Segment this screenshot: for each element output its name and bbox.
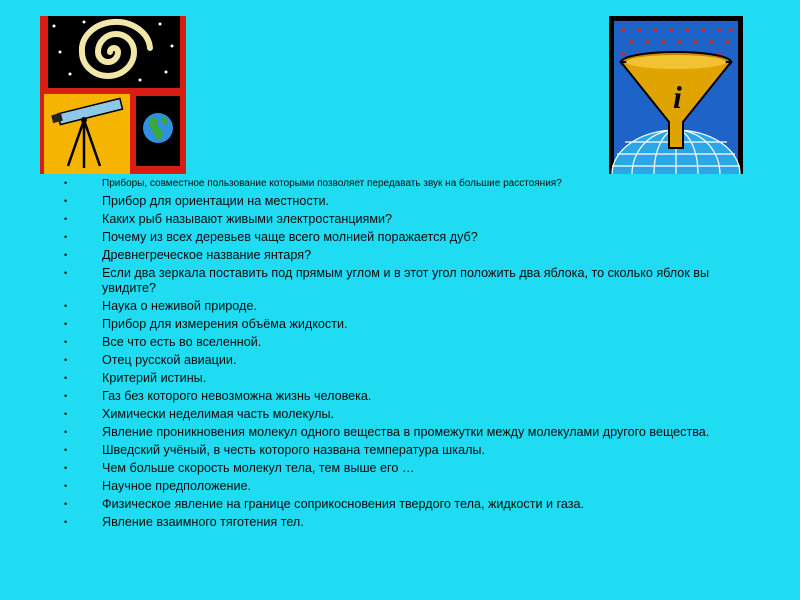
list-item: • Прибор для измерения объёма жидкости.	[64, 317, 348, 332]
bullet-icon: •	[64, 337, 68, 348]
bullet-icon: •	[64, 301, 68, 312]
globe-icon	[143, 113, 173, 143]
bullet-icon: •	[64, 445, 68, 456]
bullet-icon: •	[64, 178, 68, 188]
list-item: • Явление проникновения молекул одного вещества в промежутки между молекулами другого вещества.	[64, 425, 710, 440]
list-item: • Почему из всех деревьев чаще всего молнией поражается дуб?	[64, 230, 478, 244]
list-item: • Древнегреческое название янтаря?	[64, 248, 312, 262]
bullet-icon: •	[64, 409, 68, 420]
bullet-icon: •	[64, 373, 68, 384]
list-item: • Химически неделимая часть молекулы.	[64, 407, 335, 422]
bullet-icon: •	[64, 427, 68, 438]
list-item: • Чем больше скорость молекул тела, тем выше его …	[64, 461, 415, 476]
bullet-icon: •	[64, 214, 68, 224]
list-item: • Все что есть во вселенной.	[64, 335, 262, 350]
bullet-icon: •	[64, 196, 68, 206]
info-funnel-clipart	[609, 16, 743, 174]
svg-text:i: i	[673, 79, 682, 115]
bullet-icon: •	[64, 250, 68, 260]
space-telescope-globe-clipart	[40, 16, 186, 174]
list-item: • Каких рыб называют живыми электростанциями?	[64, 212, 393, 226]
list-item: • Приборы, совместное пользование которыми позволяет передавать звук на большие расстояния?	[64, 178, 562, 189]
list-item: • Газ без которого невозможна жизнь человека.	[64, 389, 372, 404]
bullet-icon: •	[64, 355, 68, 366]
list-item: • Критерий истины.	[64, 371, 207, 386]
list-item: • Шведский учёный, в честь которого названа температура шкалы.	[64, 443, 485, 458]
list-item: • Научное предположение.	[64, 479, 251, 494]
list-item: • Физическое явление на границе соприкосновения твердого тела, жидкости и газа.	[64, 497, 585, 512]
bullet-icon: •	[64, 463, 68, 474]
list-item: • Прибор для ориентации на местности.	[64, 194, 329, 208]
bullet-icon: •	[64, 232, 68, 242]
bullet-icon: •	[64, 268, 68, 278]
question-list	[50, 176, 750, 533]
bullet-icon: •	[64, 391, 68, 402]
list-item: • Если два зеркала поставить под прямым углом и в этот угол положить два яблока, то сколько яблок вы увидите?	[64, 266, 710, 296]
bullet-icon: •	[64, 319, 68, 330]
list-item: • Явление взаимного тяготения тел.	[64, 515, 304, 530]
bullet-icon: •	[64, 499, 68, 510]
list-item: • Отец русской авиации.	[64, 353, 237, 368]
bullet-icon: •	[64, 517, 68, 528]
bullet-icon: •	[64, 481, 68, 492]
info-icon	[673, 79, 682, 115]
list-item: • Наука о неживой природе.	[64, 299, 257, 314]
